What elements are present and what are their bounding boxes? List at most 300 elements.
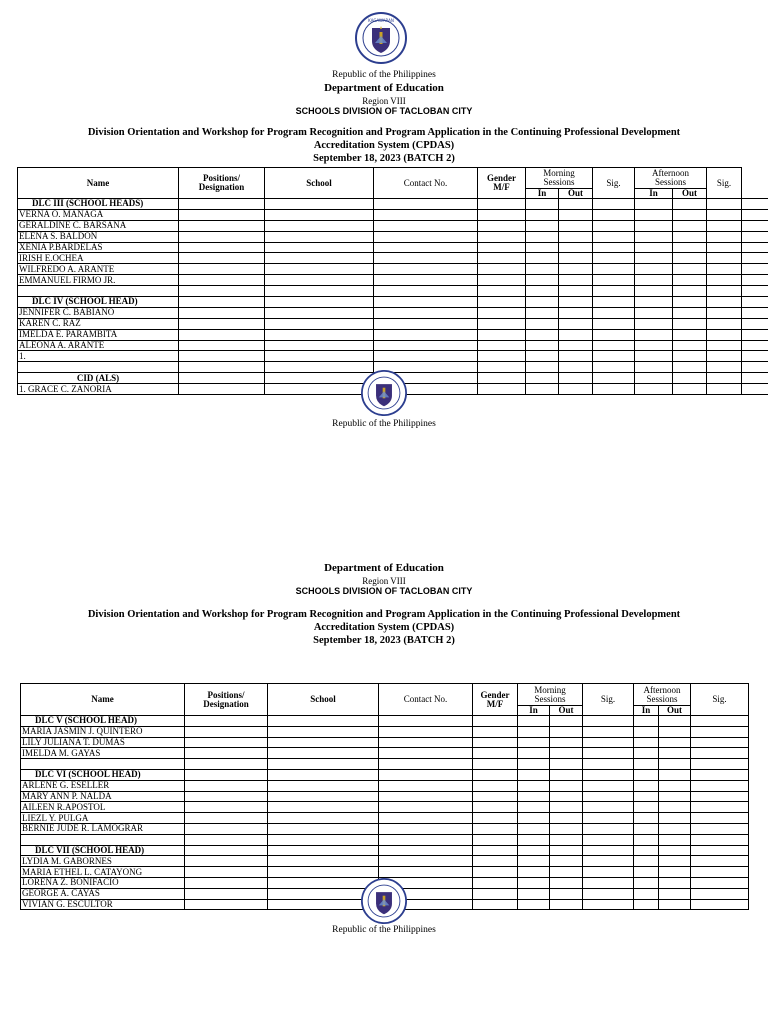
empty-cell — [374, 220, 478, 231]
table-row — [18, 220, 768, 231]
header-school-2: School — [268, 684, 379, 716]
empty-cell — [265, 351, 374, 362]
attendance-table-2 — [20, 683, 749, 910]
empty-cell — [634, 813, 659, 824]
empty-cell — [478, 209, 526, 220]
empty-cell — [473, 791, 518, 802]
empty-cell — [265, 209, 374, 220]
event-title-line1: Division Orientation and Workshop for Program Recognition and Program Application in the Continuing Professional Development — [87, 127, 681, 138]
empty-cell — [265, 329, 374, 340]
empty-cell — [268, 823, 379, 834]
empty-cell — [518, 845, 550, 856]
empty-cell — [673, 384, 707, 395]
section-row — [21, 769, 749, 780]
empty-cell — [691, 802, 749, 813]
empty-cell — [634, 888, 659, 899]
empty-cell — [518, 737, 550, 748]
empty-cell — [268, 813, 379, 824]
empty-cell — [583, 769, 634, 780]
empty-cell — [185, 780, 268, 791]
empty-cell — [518, 867, 550, 878]
empty-cell — [583, 748, 634, 759]
empty-cell — [374, 297, 478, 308]
table-row — [18, 253, 768, 264]
table-row — [21, 791, 749, 802]
table-row — [18, 329, 768, 340]
table-row — [18, 307, 768, 318]
empty-cell — [518, 899, 550, 910]
empty-cell — [742, 340, 768, 351]
header-morning-out: Out — [559, 189, 593, 199]
empty-cell — [583, 759, 634, 770]
empty-cell — [707, 199, 742, 210]
header-sig-morning: Sig. — [593, 168, 635, 199]
empty-cell — [673, 209, 707, 220]
empty-cell — [268, 834, 379, 845]
table-row — [18, 242, 768, 253]
deped-seal-top — [355, 12, 407, 64]
empty-cell — [374, 275, 478, 286]
empty-cell — [673, 242, 707, 253]
empty-cell — [265, 362, 374, 373]
empty-cell — [550, 780, 583, 791]
header-position-2: Positions/ Designation — [185, 684, 268, 716]
empty-cell — [473, 813, 518, 824]
empty-cell — [265, 340, 374, 351]
empty-cell — [559, 220, 593, 231]
header-position: Positions/ Designation — [179, 168, 265, 199]
header-sig-afternoon-2: Sig. — [691, 684, 749, 716]
empty-cell — [559, 351, 593, 362]
empty-cell — [659, 759, 691, 770]
empty-cell — [379, 791, 473, 802]
empty-cell — [742, 253, 768, 264]
empty-cell — [268, 748, 379, 759]
empty-cell — [265, 275, 374, 286]
department-header: Department of Education — [324, 82, 444, 94]
empty-cell — [526, 329, 559, 340]
empty-cell — [550, 726, 583, 737]
empty-cell — [550, 759, 583, 770]
empty-cell — [673, 373, 707, 384]
empty-cell — [634, 877, 659, 888]
empty-cell — [707, 384, 742, 395]
empty-cell — [583, 726, 634, 737]
header-name: Name — [18, 168, 179, 199]
empty-cell — [559, 209, 593, 220]
participant-name: BERNIE JUDE R. LAMOGRAR — [21, 823, 185, 834]
blank-row — [18, 286, 768, 297]
empty-cell — [526, 220, 559, 231]
empty-cell — [473, 877, 518, 888]
deped-seal-watermark-1 — [361, 370, 407, 416]
empty-cell — [635, 275, 673, 286]
empty-cell — [473, 726, 518, 737]
header-contact: Contact No. — [374, 168, 478, 199]
empty-cell — [691, 748, 749, 759]
event-title-line2-2: Accreditation System (CPDAS) — [313, 622, 455, 633]
empty-cell — [374, 264, 478, 275]
participant-name: IRISH E.OCHEA — [18, 253, 179, 264]
empty-cell — [185, 813, 268, 824]
empty-cell — [659, 791, 691, 802]
empty-cell — [179, 209, 265, 220]
empty-cell — [179, 297, 265, 308]
empty-cell — [478, 231, 526, 242]
empty-cell — [526, 209, 559, 220]
empty-cell — [583, 845, 634, 856]
table-row — [21, 802, 749, 813]
table-row — [21, 856, 749, 867]
empty-cell — [518, 802, 550, 813]
empty-cell — [707, 318, 742, 329]
header-contact-2: Contact No. — [379, 684, 473, 716]
empty-cell — [518, 823, 550, 834]
empty-cell — [593, 329, 635, 340]
header-afternoon-out-2: Out — [659, 706, 691, 716]
empty-cell — [379, 780, 473, 791]
empty-cell — [265, 242, 374, 253]
empty-cell — [583, 716, 634, 727]
empty-cell — [374, 253, 478, 264]
empty-cell — [635, 242, 673, 253]
empty-cell — [593, 275, 635, 286]
participant-name: JENNIFER C. BABIANO — [18, 307, 179, 318]
empty-cell — [707, 220, 742, 231]
empty-cell — [659, 888, 691, 899]
section-label: CID (ALS) — [18, 373, 179, 384]
empty-cell — [478, 253, 526, 264]
table-row — [18, 231, 768, 242]
empty-cell — [550, 856, 583, 867]
empty-cell — [707, 297, 742, 308]
empty-cell — [593, 253, 635, 264]
table-row — [18, 275, 768, 286]
empty-cell — [691, 899, 749, 910]
participant-name: EMMANUEL FIRMO JR. — [18, 275, 179, 286]
empty-cell — [179, 220, 265, 231]
empty-cell — [526, 318, 559, 329]
participant-name: KAREN C. RAZ — [18, 318, 179, 329]
empty-cell — [659, 769, 691, 780]
empty-cell — [634, 834, 659, 845]
empty-cell — [659, 726, 691, 737]
empty-cell — [473, 834, 518, 845]
empty-cell — [268, 867, 379, 878]
empty-cell — [707, 373, 742, 384]
empty-cell — [473, 737, 518, 748]
table-row — [21, 726, 749, 737]
empty-cell — [185, 726, 268, 737]
empty-cell — [185, 759, 268, 770]
empty-cell — [691, 867, 749, 878]
empty-cell — [185, 834, 268, 845]
empty-cell — [550, 877, 583, 888]
empty-cell — [691, 780, 749, 791]
empty-cell — [550, 748, 583, 759]
empty-cell — [593, 307, 635, 318]
header-morning-out-2: Out — [550, 706, 583, 716]
empty-cell — [583, 856, 634, 867]
empty-cell — [374, 231, 478, 242]
empty-cell — [526, 297, 559, 308]
participant-name: 1. GRACE C. ZANORIA — [18, 384, 179, 395]
empty-cell — [179, 242, 265, 253]
empty-cell — [635, 253, 673, 264]
empty-cell — [707, 242, 742, 253]
participant-name: MARIA JASMIN J. QUINTERO — [21, 726, 185, 737]
section-row — [21, 716, 749, 727]
event-date: September 18, 2023 (BATCH 2) — [313, 153, 455, 164]
empty-cell — [742, 242, 768, 253]
empty-cell — [691, 834, 749, 845]
region-header-2: Region VIII — [362, 576, 406, 586]
table-row — [21, 823, 749, 834]
empty-cell — [379, 856, 473, 867]
empty-cell — [593, 297, 635, 308]
section-label: DLC V (SCHOOL HEAD) — [21, 716, 185, 727]
empty-cell — [526, 231, 559, 242]
empty-cell — [593, 231, 635, 242]
empty-cell — [635, 220, 673, 231]
empty-cell — [742, 329, 768, 340]
empty-cell — [583, 899, 634, 910]
empty-cell — [550, 823, 583, 834]
empty-cell — [379, 737, 473, 748]
empty-cell — [659, 823, 691, 834]
empty-cell — [179, 384, 265, 395]
table-row — [18, 209, 768, 220]
empty-cell — [518, 759, 550, 770]
empty-cell — [634, 759, 659, 770]
empty-cell — [659, 802, 691, 813]
empty-cell — [518, 780, 550, 791]
empty-cell — [673, 297, 707, 308]
empty-cell — [673, 362, 707, 373]
empty-cell — [473, 759, 518, 770]
empty-cell — [374, 318, 478, 329]
empty-cell — [673, 253, 707, 264]
empty-cell — [742, 362, 768, 373]
empty-cell — [659, 845, 691, 856]
empty-cell — [265, 373, 374, 384]
empty-cell — [583, 802, 634, 813]
republic-header: Republic of the Philippines — [332, 70, 436, 80]
empty-cell — [673, 318, 707, 329]
blank-row — [21, 834, 749, 845]
empty-cell — [185, 899, 268, 910]
empty-cell — [659, 899, 691, 910]
empty-cell — [707, 351, 742, 362]
empty-cell — [673, 307, 707, 318]
header-morning-2: Morning Sessions — [518, 684, 583, 706]
section-row — [18, 297, 768, 308]
header-afternoon-in: In — [635, 189, 673, 199]
empty-cell — [634, 791, 659, 802]
empty-cell — [518, 813, 550, 824]
empty-cell — [473, 780, 518, 791]
empty-cell — [707, 253, 742, 264]
empty-cell — [179, 318, 265, 329]
empty-cell — [374, 351, 478, 362]
empty-cell — [550, 791, 583, 802]
empty-cell — [478, 362, 526, 373]
empty-cell — [691, 726, 749, 737]
empty-cell — [179, 340, 265, 351]
table-row — [18, 264, 768, 275]
empty-cell — [478, 318, 526, 329]
header-morning-in-2: In — [518, 706, 550, 716]
empty-cell — [583, 834, 634, 845]
empty-cell — [550, 867, 583, 878]
empty-cell — [550, 834, 583, 845]
header-afternoon-in-2: In — [634, 706, 659, 716]
empty-cell — [268, 769, 379, 780]
section-row — [18, 199, 768, 210]
empty-cell — [742, 297, 768, 308]
empty-cell — [583, 780, 634, 791]
table-row — [21, 780, 749, 791]
section-label: DLC III (SCHOOL HEADS) — [18, 199, 179, 210]
empty-cell — [583, 867, 634, 878]
empty-cell — [673, 199, 707, 210]
empty-cell — [635, 318, 673, 329]
empty-cell — [593, 351, 635, 362]
empty-cell — [374, 242, 478, 253]
empty-cell — [185, 791, 268, 802]
empty-cell — [518, 888, 550, 899]
empty-cell — [673, 275, 707, 286]
section-label: DLC IV (SCHOOL HEAD) — [18, 297, 179, 308]
empty-cell — [185, 748, 268, 759]
empty-cell — [742, 307, 768, 318]
empty-cell — [634, 856, 659, 867]
attendance-rows — [18, 199, 768, 395]
empty-cell — [659, 737, 691, 748]
empty-cell — [265, 297, 374, 308]
participant-name: GERALDINE C. BARSANA — [18, 220, 179, 231]
section-label — [18, 362, 179, 373]
empty-cell — [268, 716, 379, 727]
table-row — [18, 340, 768, 351]
empty-cell — [550, 845, 583, 856]
empty-cell — [265, 220, 374, 231]
empty-cell — [742, 264, 768, 275]
empty-cell — [374, 307, 478, 318]
empty-cell — [593, 362, 635, 373]
empty-cell — [593, 340, 635, 351]
participant-name: ALEONA A. ARANTE — [18, 340, 179, 351]
header-afternoon-out: Out — [673, 189, 707, 199]
empty-cell — [559, 362, 593, 373]
empty-cell — [707, 264, 742, 275]
section-label — [21, 834, 185, 845]
empty-cell — [559, 231, 593, 242]
header-gender-2: Gender M/F — [473, 684, 518, 716]
empty-cell — [634, 737, 659, 748]
empty-cell — [268, 845, 379, 856]
empty-cell — [635, 362, 673, 373]
empty-cell — [185, 716, 268, 727]
empty-cell — [550, 737, 583, 748]
participant-name: WILFREDO A. ARANTE — [18, 264, 179, 275]
empty-cell — [526, 340, 559, 351]
participant-name: LIEZL Y. PULGA — [21, 813, 185, 824]
empty-cell — [185, 823, 268, 834]
empty-cell — [659, 813, 691, 824]
empty-cell — [673, 329, 707, 340]
empty-cell — [179, 231, 265, 242]
empty-cell — [185, 845, 268, 856]
table-row — [18, 318, 768, 329]
empty-cell — [659, 716, 691, 727]
empty-cell — [379, 823, 473, 834]
empty-cell — [635, 199, 673, 210]
page1-footer: Republic of the Philippines — [332, 419, 436, 429]
empty-cell — [634, 780, 659, 791]
empty-cell — [707, 329, 742, 340]
header-afternoon-2: Afternoon Sessions — [634, 684, 691, 706]
empty-cell — [379, 769, 473, 780]
table-row — [21, 867, 749, 878]
empty-cell — [550, 769, 583, 780]
empty-cell — [691, 716, 749, 727]
empty-cell — [518, 716, 550, 727]
empty-cell — [634, 899, 659, 910]
division-header: SCHOOLS DIVISION OF TACLOBAN CITY — [295, 106, 473, 116]
empty-cell — [742, 351, 768, 362]
empty-cell — [473, 888, 518, 899]
header-afternoon: Afternoon Sessions — [635, 168, 707, 189]
empty-cell — [583, 737, 634, 748]
empty-cell — [478, 242, 526, 253]
empty-cell — [659, 748, 691, 759]
empty-cell — [673, 351, 707, 362]
empty-cell — [374, 286, 478, 297]
empty-cell — [583, 813, 634, 824]
empty-cell — [707, 275, 742, 286]
empty-cell — [635, 264, 673, 275]
empty-cell — [583, 877, 634, 888]
empty-cell — [526, 307, 559, 318]
empty-cell — [268, 759, 379, 770]
empty-cell — [691, 888, 749, 899]
empty-cell — [179, 351, 265, 362]
empty-cell — [379, 726, 473, 737]
empty-cell — [179, 275, 265, 286]
empty-cell — [473, 867, 518, 878]
empty-cell — [593, 286, 635, 297]
empty-cell — [265, 384, 374, 395]
empty-cell — [185, 877, 268, 888]
empty-cell — [673, 231, 707, 242]
empty-cell — [185, 737, 268, 748]
empty-cell — [374, 340, 478, 351]
empty-cell — [583, 791, 634, 802]
empty-cell — [593, 373, 635, 384]
participant-name: GEORGE A. CAYAS — [21, 888, 185, 899]
empty-cell — [550, 813, 583, 824]
empty-cell — [268, 726, 379, 737]
empty-cell — [379, 802, 473, 813]
empty-cell — [707, 340, 742, 351]
empty-cell — [593, 264, 635, 275]
deped-seal-watermark-2 — [361, 878, 407, 924]
empty-cell — [374, 199, 478, 210]
empty-cell — [691, 759, 749, 770]
empty-cell — [379, 834, 473, 845]
empty-cell — [691, 823, 749, 834]
